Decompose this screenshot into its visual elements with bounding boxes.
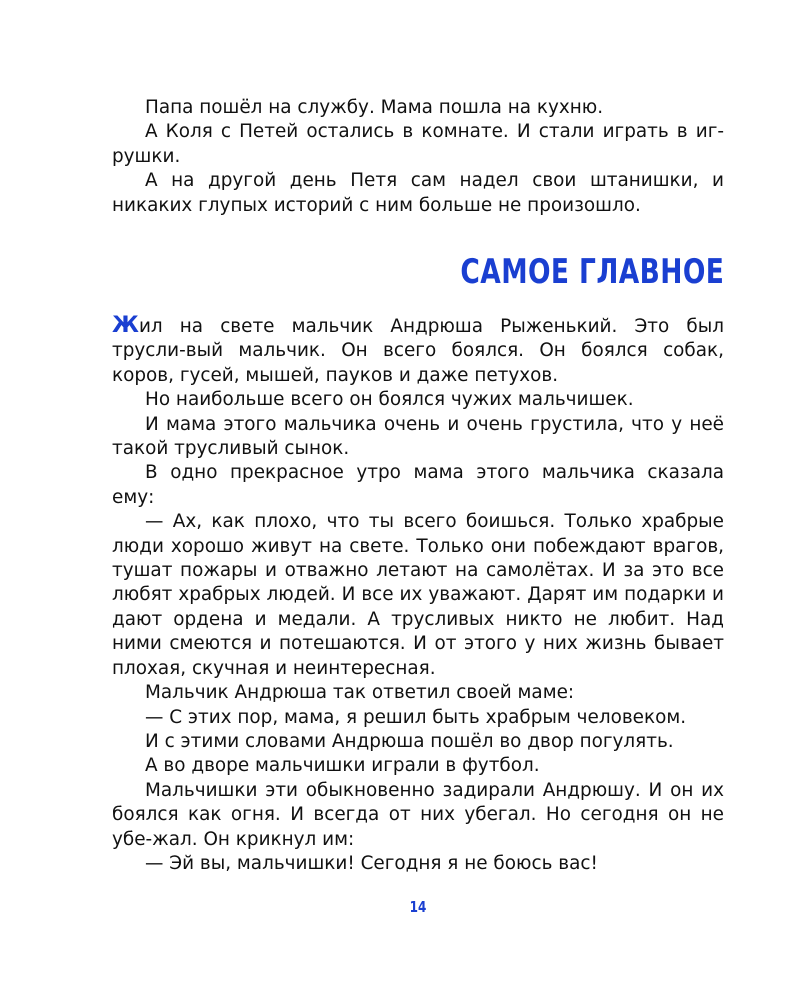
paragraph: В одно прекрасное утро мама этого мальчика сказала ему: [112,462,724,508]
paragraph: А Коля с Петей остались в комнате. И стали играть в иг-рушки. [112,121,724,167]
book-page [112,0,724,1000]
paragraph: — С этих пор, мама, я решил быть храбрым человеком. [145,706,687,728]
paragraph: А на другой день Петя сам надел свои штанишки, и никаких глупых историй с ним больше не произошло. [112,170,724,216]
first-paragraph-text: ил на свете мальчик Андрюша Рыженький. Это был трусли-вый мальчик. Он всего боялся. Он боялся собак, коров, гусей, мышей, пауков и даже петухов. [112,316,724,386]
story-title: САМОЕ ГЛАВНОЕ [460,252,724,292]
page-number: 14 [409,898,427,916]
paragraph: Но наибольше всего он боялся чужих мальчишек. [145,389,634,411]
paragraph: А во дворе мальчишки играли в футбол. [145,755,540,777]
paragraph: Мальчик Андрюша так ответил своей маме: [145,682,575,704]
paragraph: Папа пошёл на службу. Мама пошла на кухню. [145,97,604,118]
previous-story-ending [112,96,724,218]
paragraph: — Эй вы, мальчишки! Сегодня я не боюсь вас! [145,852,598,874]
paragraph: И мама этого мальчика очень и очень грустила, что у неё такой трусливый сынок. [112,413,724,460]
drop-cap: Ж [112,313,139,338]
story-body [112,314,724,876]
paragraph: Мальчишки эти обыкновенно задирали Андрюшу. И он их боялся как огня. И всегда от них убегал. Но сегодня он не убе-жал. Он крикнул им: [112,779,724,850]
first-paragraph [112,314,724,388]
paragraph: И с этими словами Андрюша пошёл во двор погулять. [145,730,674,752]
paragraph: — Ах, как плохо, что ты всего боишься. Только храбрые люди хорошо живут на свете. Только они побеждают врагов, тушат пожары и отважно летают на самолётах. И за это все любят храбрых людей. И все их уважают. Дарят им подарки и дают ордена и медали. А трусливых никто не любит. Над ними смеются и потешаются. И от этого у них жизнь бывает плохая, скучная и неинтересная. [112,511,724,679]
